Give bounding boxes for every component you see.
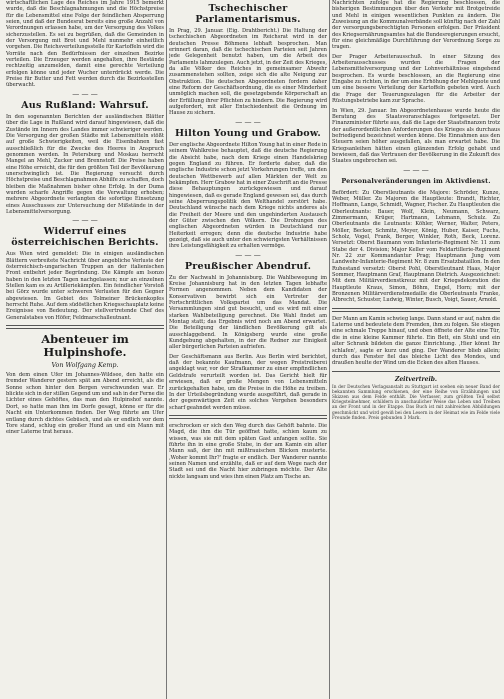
double-rule <box>332 308 500 312</box>
column-right <box>332 0 500 699</box>
article-text: Der Prager Arbeiterausschuß. In einer Sitzung des Arbeiterausschusses wurden die Fragen der Lebensmittelversorgung und der Lohnverhältnisse eingehend besprochen. Es wurde beschlossen, an die Regierung eine Eingabe zu richten, in der um eine Erhöhung der Mehlquote und um eine bessere Verteilung der Kartoffeln gebeten wird. Auch die Frage der Teuerungszulagen für die Arbeiter der Rüstungsbetriebe kam zur Sprache. <box>332 53 500 105</box>
rule <box>332 371 500 372</box>
article-text: In Prag, 29. Januar. (Eig. Drahtbericht.) Die Haltung der tschechischen Abgeordneten im Reichsrat wird in der deutschen Presse Böhmens lebhaft besprochen. Man erinnert daran, daß die tschechischen Parteien seit Jahren jede Gelegenheit benutzt haben, um die Arbeit des Parlaments lahmzulegen. Auch jetzt, in der Zeit des Krieges, da alle Völker des Reiches in gemeinsamer Abwehr zusammenstehen sollten, zeige sich die alte Neigung zur Obstruktion. Die deutschen Abgeordneten fordern daher eine Reform der Geschäftsordnung, die es einer Minderheit unmöglich machen soll, die gesetzgebende Körperschaft an der Erfüllung ihrer Pflichten zu hindern. Die Regierung wird aufgefordert, mit aller Entschiedenheit die Ordnung im Hause zu sichern. <box>169 28 327 117</box>
article-text: Befördert: Zu Oberstleutnants die Majore: Schröder, Kunze, Weber, Müller. Zu Majoren die Hauptleute: Brandt, Richter, Hoffmann, Lange, Schmidt, Wagner, Fischer. Zu Hauptleuten die Oberleutnants: Bauer, Wolf, Klein, Neumann, Schwarz, Zimmermann, Krüger, Hartmann, Lehmann, Schulz. Zu Oberleutnants die Leutnants: Köhler, Werner, Walter, Peters, Möller, Becker, Schmitz, Meyer, König, Huber, Kaiser, Fuchs, Scholz, Vogel, Frank, Berger, Winkler, Roth, Beck, Lorenz. Versetzt: Oberst Baumann vom Infanterie-Regiment Nr. 11 zum Stabe der 4. Division; Major Keller vom Feldartillerie-Regiment Nr. 22 zur Kommandantur Prag; Hauptmann Jung vom Landwehr-Infanterie-Regiment Nr. 8 zum Ersatzbataillon. In den Ruhestand versetzt: Oberst Pohl, Oberstleutnant Haas, Major Sommer, Hauptmann Graf, Hauptmann Dietrich. Ausgezeichnet: Mit dem Militärverdienstkreuz mit der Kriegsdekoration die Hauptleute Kraus, Simon, Böhm, Engel, Horn; mit der Bronzenen Militärverdienstmedaille die Oberleutnants Franke, Albrecht, Schuster, Ludwig, Winter, Busch, Voigt, Sauer, Arnold. <box>332 189 500 304</box>
feuilleton-heading: Abenteuer im Hulpinshofe. <box>41 332 129 360</box>
separator: — — — <box>72 216 98 225</box>
notice-text: In der Deutschen Verlagsanstalt zu Stuttgart ist soeben ein neuer Band der bekannten Sammlung erschienen, der eine Reihe von Erzählungen und Skizzen aus dem Felde enthält. Die Verfasser, zum größten Teil selbst Kriegsteilnehmer, schildern in anschaulicher Weise das Leben und Treiben an der Front und in der Etappe. Das Buch ist mit zahlreichen Abbildungen geschmückt und wird gewiß bei den Lesern in der Heimat wie im Felde viele Freunde finden. Preis gebunden 3 Mark. <box>332 384 500 421</box>
column-rule <box>166 0 167 699</box>
feuilleton-text: erschrocken er sich den Weg durch das Gehöft bahnte. Die Magd, die ihm die Tür geöffnet hatte, schien kaum zu wissen, was sie mit dem späten Gast anfangen sollte. Sie führte ihn in eine große Stube, in der am Kamin ein alter Mann saß, der ihn mit mißtrauischen Blicken musterte. ,Woher kommt Ihr?' fragte er endlich. Der Wanderer nannte seinen Namen und erzählte, daß er auf dem Wege nach der Stadt sei und die Nacht hier zubringen möchte. Der Alte nickte langsam und wies ihm einen Platz am Tische an. <box>169 422 327 480</box>
column-rule <box>329 0 330 699</box>
feuilleton-text: Der Mann am Kamin schwieg lange. Dann stand er auf, nahm die Laterne und bedeutete dem Fremden, ihm zu folgen. Sie stiegen eine schmale Treppe hinauf, und oben öffnete der Alte eine Tür, die in eine kleine Kammer führte. Ein Bett, ein Stuhl und ein alter Schrank bildeten die ganze Einrichtung. ,Hier könnt Ihr schlafen', sagte er kurz und ging. Der Wanderer blieb allein; durch das Fenster fiel das bleiche Licht des Mondes, und draußen heulte der Wind um die Ecken des alten Hauses. <box>332 315 500 367</box>
separator: — — — <box>403 165 429 174</box>
notice-heading: Zeitvertreib. <box>394 375 438 383</box>
column-left <box>6 0 164 699</box>
article-text: Nachrichten zufolge hat die Regierung beschlossen, die bisherigen Bestimmungen über den Verkehr mit Brotgetreide und Mehl in einigen wesentlichen Punkten zu ändern. Die Zuweisung an die Kommunalverbände soll künftig nach der Zahl der versorgungsberechtigten Personen erfolgen. Der Präsident des Kriegsernährungsamtes hat die Bundesregierungen ersucht, für eine gleichmäßige Durchführung der Verordnung Sorge zu tragen. <box>332 0 500 51</box>
separator: — — — <box>235 250 261 259</box>
article-heading: Aus Rußland: Wahrsuf. <box>21 99 149 111</box>
double-rule <box>169 415 327 419</box>
separator: — — — <box>72 89 98 98</box>
column-middle <box>169 0 327 699</box>
article-text: Aus Wien wird gemeldet: Die in einigen ausländischen Blättern verbreitete Nachricht über angebliche Verluste der österreichisch-ungarischen Truppen an der italienischen Front entbehrt jeder Begründung. Die Kämpfe am Isonzo haben in den letzten Tagen nachgelassen; nur an einzelnen Stellen kam es zu Artilleriekämpfen. Ein feindlicher Vorstoß bei Görz wurde unter schweren Verlusten für den Gegner abgewiesen. Im Gebiet des Tolmeiner Brückenkopfes herrscht Ruhe. Auf dem südöstlichen Kriegsschauplatz keine Ereignisse von Bedeutung. Der stellvertretende Chef des Generalstabes von Höfer, Feldmarschalleutnant. <box>6 251 164 321</box>
article-text: In den sogenannten Berichten der ausländischen Blätter über die Lage in Rußland wird darauf hingewiesen, daß die Zustände im Innern des Landes immer schwieriger werden. Die Versorgung der großen Städte mit Lebensmitteln stößt auf große Schwierigkeiten, weil die Eisenbahnen fast ausschließlich für die Zwecke des Heeres in Anspruch genommen werden. In Petersburg und Moskau herrscht Mangel an Mehl, Zucker und Brennstoff. Die Preise haben eine Höhe erreicht, die für den größten Teil der Bevölkerung unerschwinglich ist. Die Regierung versucht durch Höchstpreise und Beschlagnahmen Abhilfe zu schaffen, doch bleiben die Maßnahmen bisher ohne Erfolg. In der Duma wurden scharfe Angriffe gegen die Verwaltung erhoben; mehrere Abgeordnete verlangten die sofortige Einsetzung eines Ausschusses zur Untersuchung der Mißstände in der Lebensmittelversorgung. <box>6 113 164 215</box>
article-text: wirtschaftlichen Lage des Reiches im Jahre 1915 bemerkt wurde, daß die Beschlagnahmungen und die Höchstpreise für die Lebensmittel eine Folge der feindlichen Absperrung seien, und daß der Bundesrat bereits eine große Anzahl von Verordnungen erlassen habe, um der Versorgung des Volkes sicherzustellen. Es sei zu begrüßen, daß die Gemeinden in der Versorgung mit Brot und Mehl nunmehr einheitlich vorgehen. Die Reichsverteilungsstelle für Kartoffeln wird die Vorräte nach den Bedürfnissen der einzelnen Bezirke verteilen. Die Erzeuger werden angehalten, ihre Bestände rechtzeitig anzumelden, damit eine gerechte Verteilung erfolgen könne und jeder Wucher unterdrückt werde. Die Preise für Butter und Fett werden durch die Bezirksstellen überwacht. <box>6 0 164 89</box>
double-rule <box>6 325 164 329</box>
feuilleton-text: Von dem einen Ufer im Johannes-Wildsee, den hatte ein fremder Wanderer gestern spät am Abend erreicht, als die Sonne schon hinter den Bergen verschwunden war. Er blickte sich in der stillen Gegend um und sah in der Ferne die Lichter eines Gehöftes, das man den Hulpinshof nannte. Dort, so hatte man ihm im Dorfe gesagt, könne er für die Nacht ein Unterkommen finden. Der Weg führte am Ufer entlang durch dichtes Gebüsch, und als er endlich vor dem Tore stand, schlug ein großer Hund an und ein Mann mit einer Laterne trat heraus. <box>6 372 164 436</box>
article-text: Zu der Nachwahl in Johannisburg. Die Wahlbewegung im Kreise Johannisburg hat in den letzten Tagen lebhafte Formen angenommen. Neben dem Kandidaten der Konservativen bewirbt sich ein Vertreter der Fortschrittlichen Volkspartei um das Mandat. Die Versammlungen sind gut besucht, und es wird mit einer starken Wahlbeteiligung gerechnet. Die Wahl findet am Montag statt; das Ergebnis wird noch am Abend erwartet. Die Beteiligung der ländlichen Bevölkerung gilt als ausschlaggebend. In Königsberg wurde eine große Kundgebung abgehalten, in der die Redner zur Einigkeit aller bürgerlichen Parteien aufriefen. <box>169 274 327 351</box>
article-heading: Hilton Young und Grabow. <box>175 127 321 139</box>
article-heading: Tschechischer Parlamentarismus. <box>195 3 301 25</box>
article-text: Der englische Abgeordnete Hilton Young hat in einer Rede in seinem Wahlkreise behauptet, daß die deutsche Regierung die Absicht habe, nach dem Kriege einen Handelskrieg gegen England zu führen. Er forderte daher, daß die englische Industrie schon jetzt Vorkehrungen treffe, um den deutschen Wettbewerb auf allen Märkten der Welt zu bekämpfen. Herr Grabow hat in einer Zuschrift an die Presse diese Behauptungen zurückgewiesen und darauf hingewiesen, daß es gerade England gewesen sei, das durch seine Absperrungspolitik den Welthandel zerstört habe. Deutschland wünsche nach dem Kriege nichts anderes als die Freiheit der Meere und den ungehinderten Austausch der Güter zwischen den Völkern. Die Drohungen des englischen Abgeordneten würden in Deutschland nur Heiterkeit erregen; denn die deutsche Industrie habe gezeigt, daß sie auch unter den schwierigsten Verhältnissen ihre Leistungsfähigkeit zu erhalten vermöge. <box>169 141 327 250</box>
article-heading: Preußischer Abendruf. <box>184 260 312 272</box>
article-text: Der Geschäftsmann aus Berlin. Aus Berlin wird berichtet, daß der bekannte Kaufmann, der wegen Preistreiberei angeklagt war, vor der Strafkammer zu einer empfindlichen Geldstrafe verurteilt worden ist. Das Gericht hielt für erwiesen, daß er große Mengen von Lebensmitteln zurückgehalten habe, um die Preise in die Höhe zu treiben. In der Urteilsbegründung wurde ausgeführt, daß gerade in der gegenwärtigen Zeit ein solches Vergehen besonders scharf geahndet werden müsse. <box>169 353 327 411</box>
separator: — — — <box>235 117 261 126</box>
article-text: In Wien, 29. Januar. Im Abgeordnetenhause wurde heute die Beratung des Staatsvoranschlages fortgesetzt. Der Finanzminister führte aus, daß die Lage der Staatsfinanzen trotz der außerordentlichen Anforderungen des Krieges als durchaus befriedigend bezeichnet werden könne. Die Einnahmen aus den Steuern seien höher ausgefallen, als man erwartet habe. Die Kriegsanleihen hätten einen glänzenden Erfolg gehabt und bewiesen, daß das Vertrauen der Bevölkerung in die Zukunft des Staates ungebrochen sei. <box>332 107 500 165</box>
newspaper-page <box>6 0 502 699</box>
article-heading: Widerruf eines österreichischen Berichts. <box>11 226 159 249</box>
feuilleton-byline: Von Wolfgang Kemp. <box>51 361 119 370</box>
article-heading: Personalveränderungen im Aktivdienst. <box>341 176 491 185</box>
